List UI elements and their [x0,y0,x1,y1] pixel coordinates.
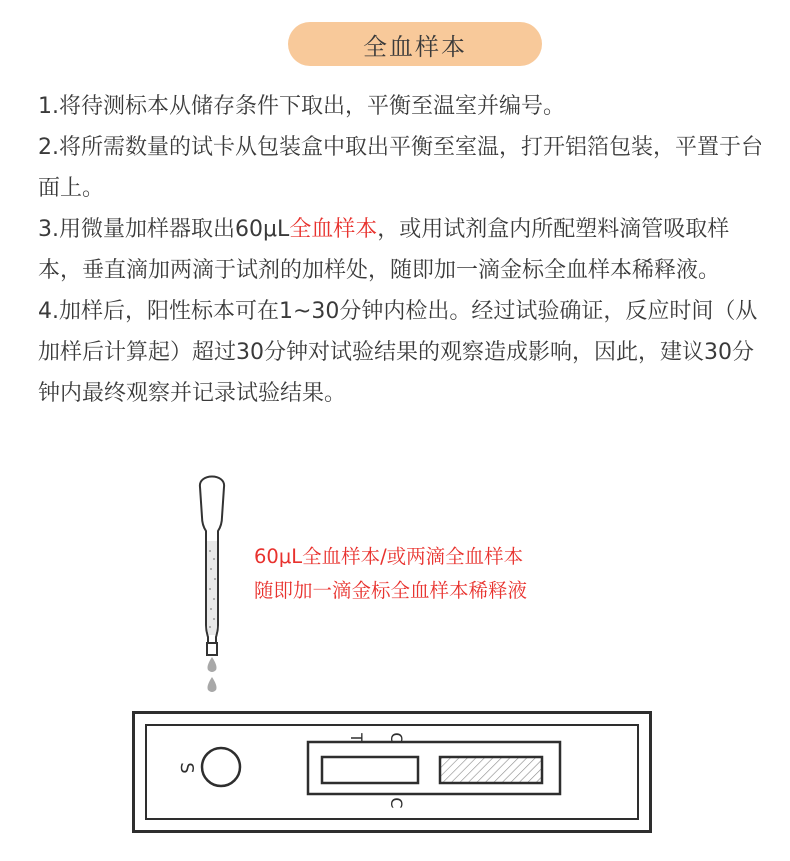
step-1: 1.将待测标本从储存条件下取出，平衡至温室并编号。 [38,94,565,119]
control-zone [440,757,542,783]
step-4: 4.加样后，阳性标本可在1~30分钟内检出。经过试验确证，反应时间（从加样后计算起）超过30分钟对试验结果的观察造成影响，因此，建议30分钟内最终观察并记录试验结果。 [38,299,758,406]
sample-well [202,748,240,786]
step-3-highlight: 全血样本 [289,217,378,242]
label-c-top: C [387,732,406,744]
label-s: S [176,762,197,774]
test-cassette [132,711,654,835]
label-c-bottom: C [387,797,406,809]
section-title: 全血样本 [363,32,467,61]
step-2: 2.将所需数量的试卡从包装盒中取出平衡至室温，打开铝箔包装，平置于台面上。 [38,135,763,201]
dropper-caption [254,540,527,608]
label-t: T [347,733,366,743]
step-3-text-b: ，或用试剂盒内所配塑料滴管吸取样本，垂直滴加两滴于试剂的加样处，随即加一滴金标全血样本稀释液。 [38,217,730,283]
test-zone [322,757,418,783]
caption-line-2: 随即加一滴金标全血样本稀释液 [254,579,528,602]
caption-line-1: 60μL全血样本/或两滴全血样本 [254,545,524,568]
step-3-text-a: 3.用微量加样器取出60μL [38,217,290,242]
section-title-pill [288,22,542,66]
dropper-icon [188,465,248,695]
step-3 [38,209,768,291]
procedure-steps [38,86,768,414]
